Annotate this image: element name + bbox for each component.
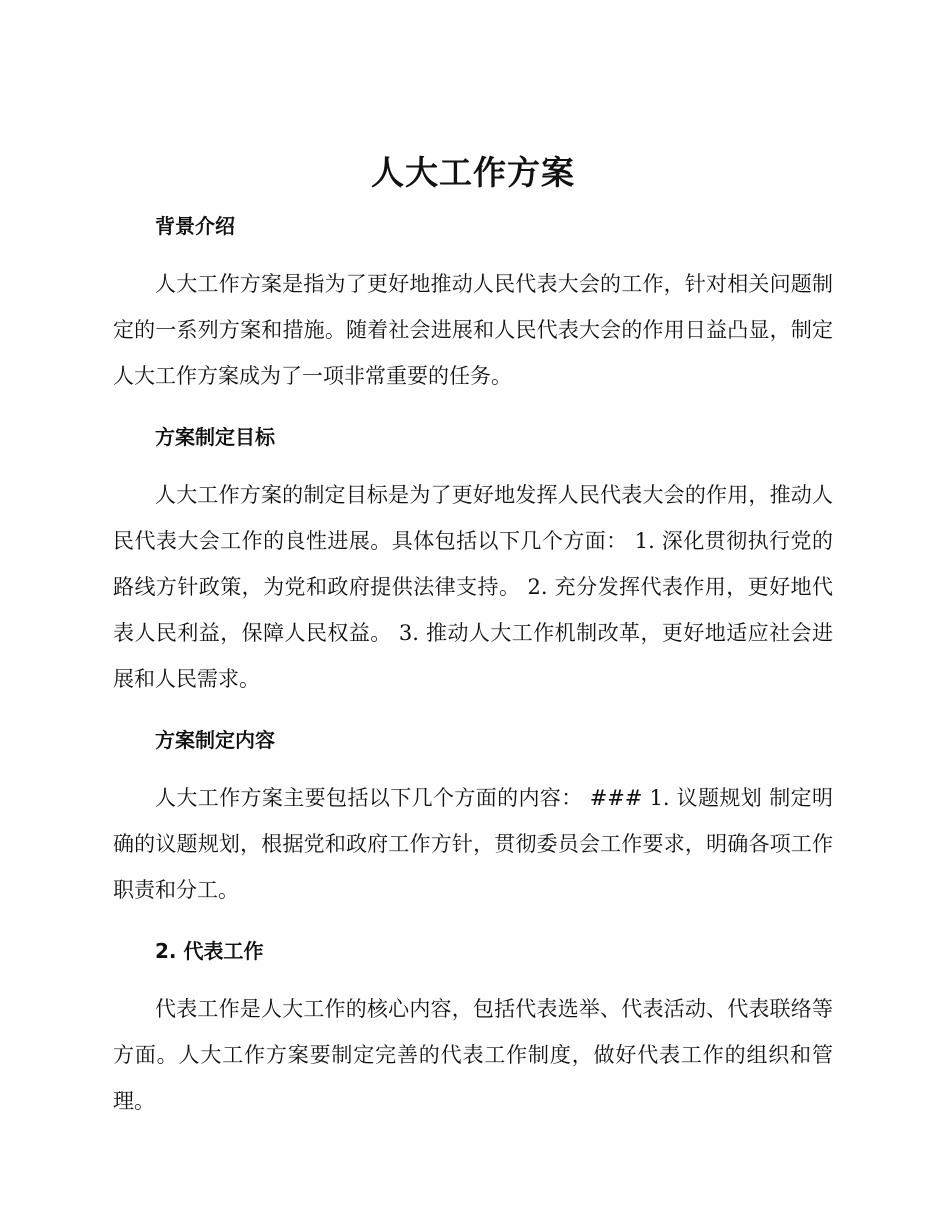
section-heading-representative-work: 2. 代表工作 (155, 939, 264, 963)
section-heading-content: 方案制定内容 (155, 728, 275, 752)
document-content (113, 150, 833, 1148)
section-heading-background: 背景介绍 (155, 214, 235, 238)
section-heading-goals: 方案制定目标 (155, 425, 275, 449)
document-title: 人大工作方案 (371, 153, 575, 192)
section-body-goals: 人大工作方案的制定目标是为了更好地发挥人民代表大会的作用，推动人民代表大会工作的良性进展。具体包括以下几个方面： 1. 深化贯彻执行党的路线方针政策，为党和政府提供法律支持。 2. 充分发挥代表作用，更好地代表人民利益，保障人民权益。 3. 推动人大工作机制改革，更好地适应社会进展和人民需求。 (113, 483, 833, 691)
section-body-representative-work: 代表工作是人大工作的核心内容，包括代表选举、代表活动、代表联络等方面。人大工作方案要制定完善的代表工作制度，做好代表工作的组织和管理。 (113, 997, 833, 1113)
section-body-background: 人大工作方案是指为了更好地推动人民代表大会的工作，针对相关问题制定的一系列方案和措施。随着社会进展和人民代表大会的作用日益凸显，制定人大工作方案成为了一项非常重要的任务。 (113, 272, 833, 388)
section-body-content: 人大工作方案主要包括以下几个方面的内容： ### 1. 议题规划 制定明确的议题规划，根据党和政府工作方针，贯彻委员会工作要求，明确各项工作职责和分工。 (113, 786, 833, 902)
